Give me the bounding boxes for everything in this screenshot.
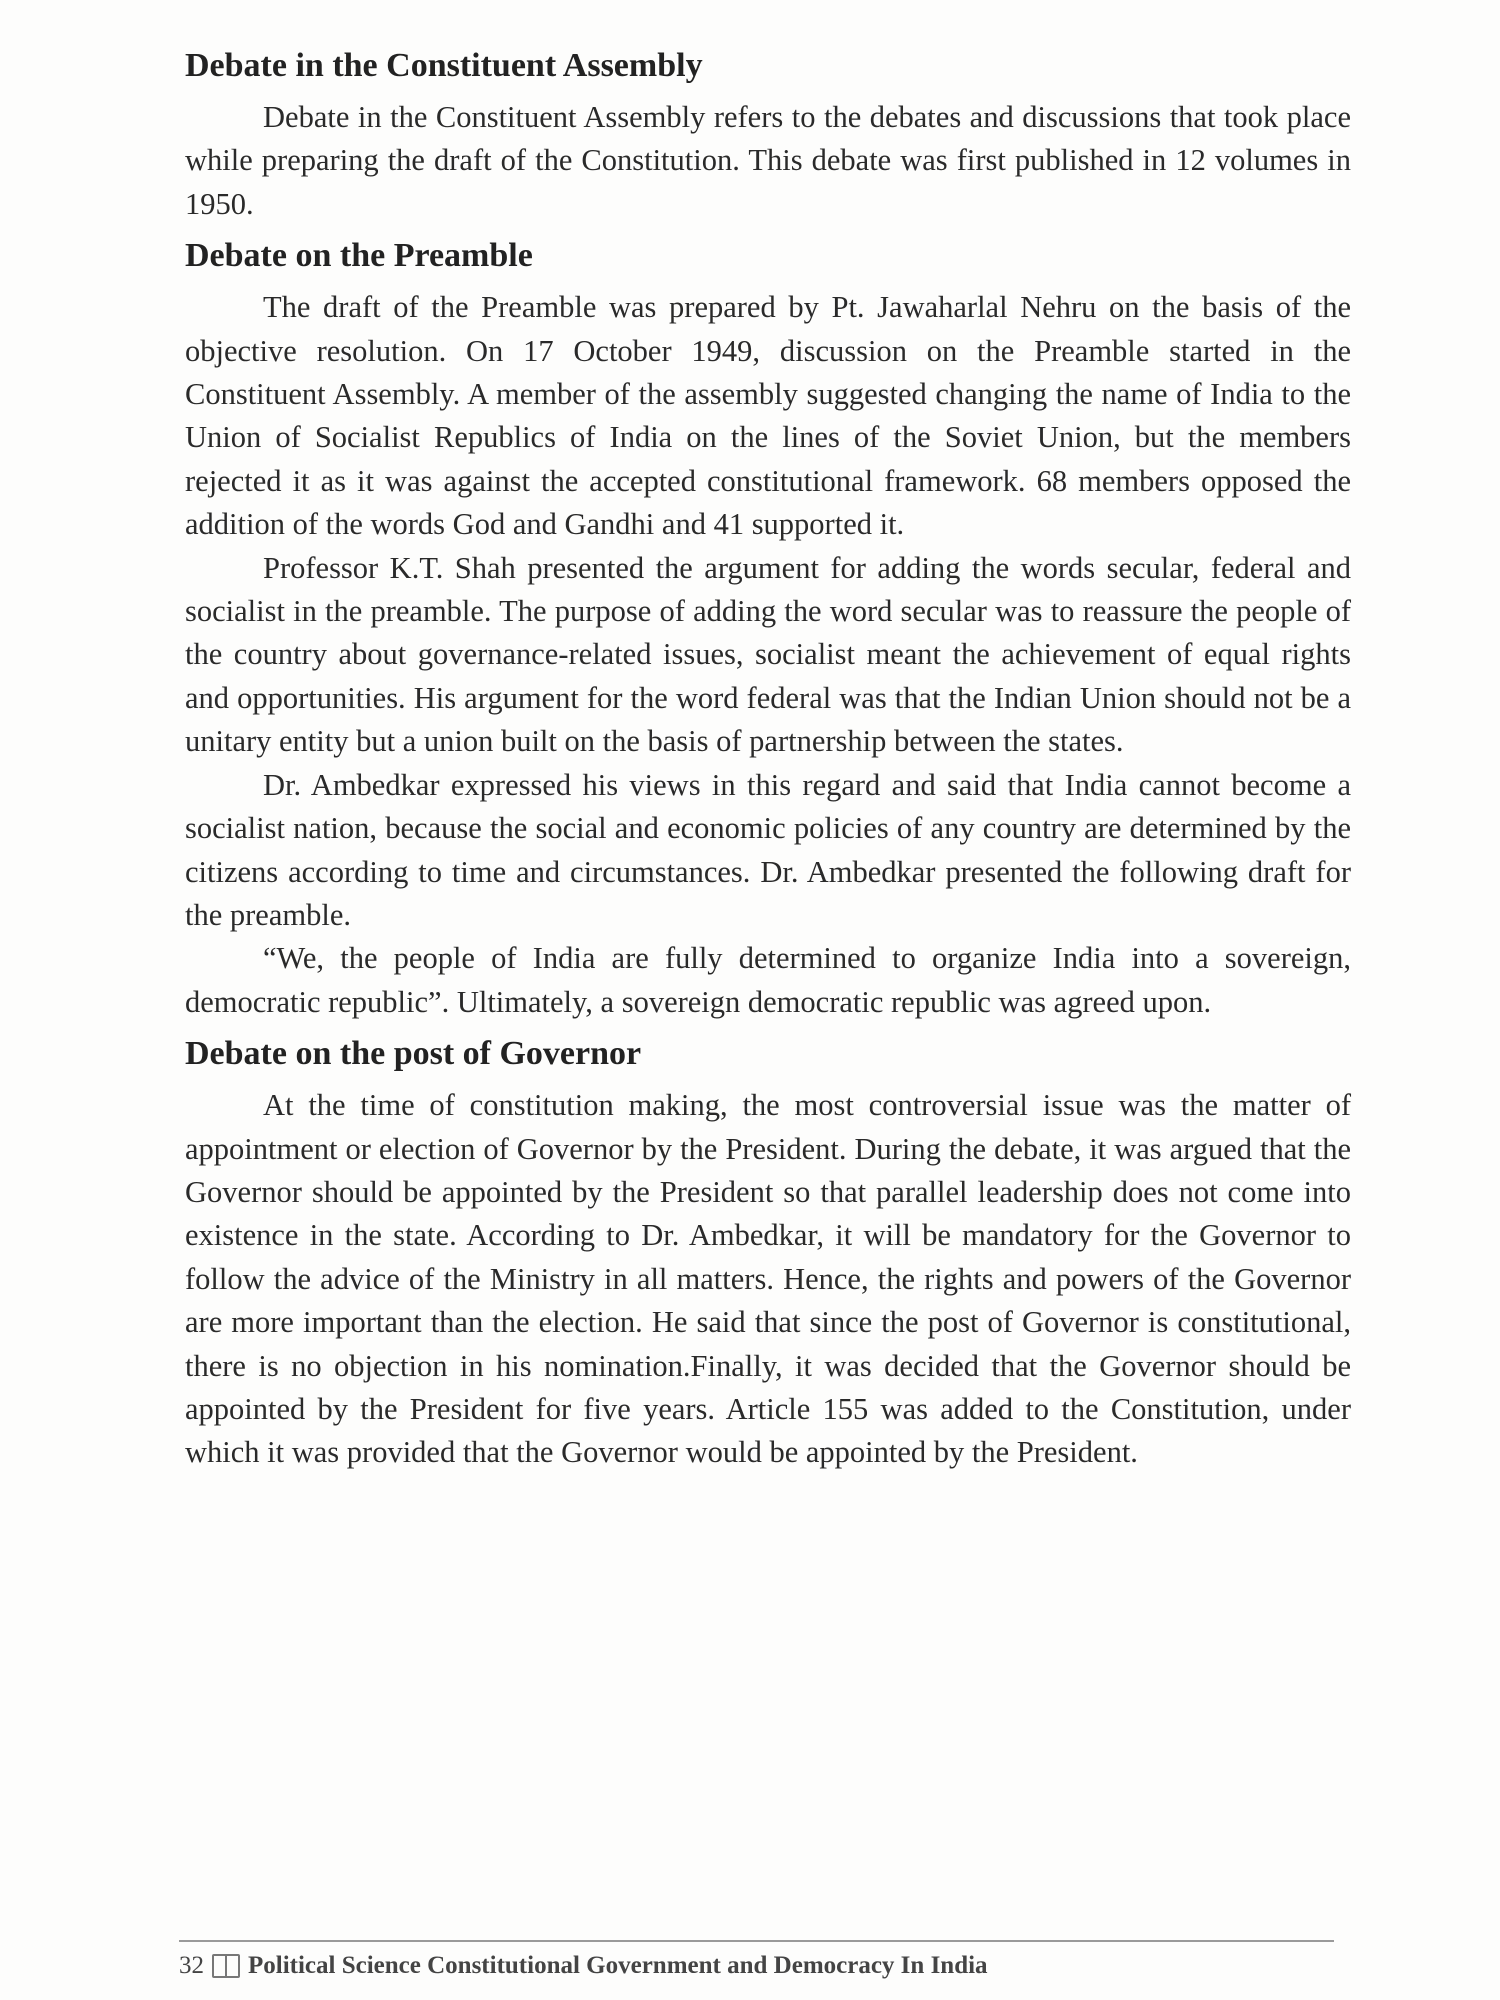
footer-divider — [179, 1940, 1334, 1942]
paragraph: Dr. Ambedkar expressed his views in this regard and said that India cannot become a socialist nation, because the social and economic policies of any country are determined by the citizens according to time and circumstances. Dr. Ambedkar presented the following draft for the preamble. — [185, 767, 1351, 932]
paragraph: “We, the people of India are fully determined to organize India into a sovereign, democratic republic”. Ultimately, a sovereign democratic republic was agreed upon. — [185, 941, 1351, 1019]
paragraph: The draft of the Preamble was prepared by Pt. Jawaharlal Nehru on the basis of the objective resolution. On 17 October 1949, discussion on the Preamble started in the Constituent Assembly. A member of the assembly suggested changing the name of India to the Union of Socialist Republics of India on the lines of the Soviet Union, but the members rejected it as it was against the accepted constitutional framework. 68 members opposed the addition of the words God and Gandhi and 41 supported it. — [185, 290, 1351, 542]
page-footer — [179, 1952, 988, 1980]
book-icon — [212, 1954, 240, 1978]
paragraph: At the time of constitution making, the most controversial issue was the matter of appointment or election of Governor by the President. During the debate, it was argued that the Governor should be appointed by the President so that parallel leadership does not come into existence in the state. According to Dr. Ambedkar, it will be mandatory for the Governor to follow the advice of the Ministry in all matters. Hence, the rights and powers of the Governor are more important than the election. He said that since the post of Governor is constitutional, there is no objection in his nomination.Finally, it was decided that the Governor should be appointed by the President for five years. Article 155 was added to the Constitution, under which it was provided that the Governor would be appointed by the President. — [185, 1088, 1351, 1470]
section-heading: Debate on the Preamble — [185, 237, 533, 275]
paragraph: Professor K.T. Shah presented the argument for adding the words secular, federal and socialist in the preamble. The purpose of adding the word secular was to reassure the people of the country about governance-related issues, socialist meant the achievement of equal rights and opportunities. His argument for the word federal was that the Indian Union should not be a unitary entity but a union built on the basis of partnership between the states. — [185, 550, 1351, 759]
section-heading: Debate on the post of Governor — [185, 1035, 642, 1073]
page-number: 32 — [179, 1952, 204, 1979]
page-content — [185, 36, 1351, 1475]
section-heading: Debate in the Constituent Assembly — [185, 47, 703, 84]
book-title: Political Science Constitutional Government and Democracy In India — [248, 1952, 988, 1979]
paragraph: Debate in the Constituent Assembly refers to the debates and discussions that took place while preparing the draft of the Constitution. This debate was first published in 12 volumes in 1950. — [185, 100, 1351, 221]
